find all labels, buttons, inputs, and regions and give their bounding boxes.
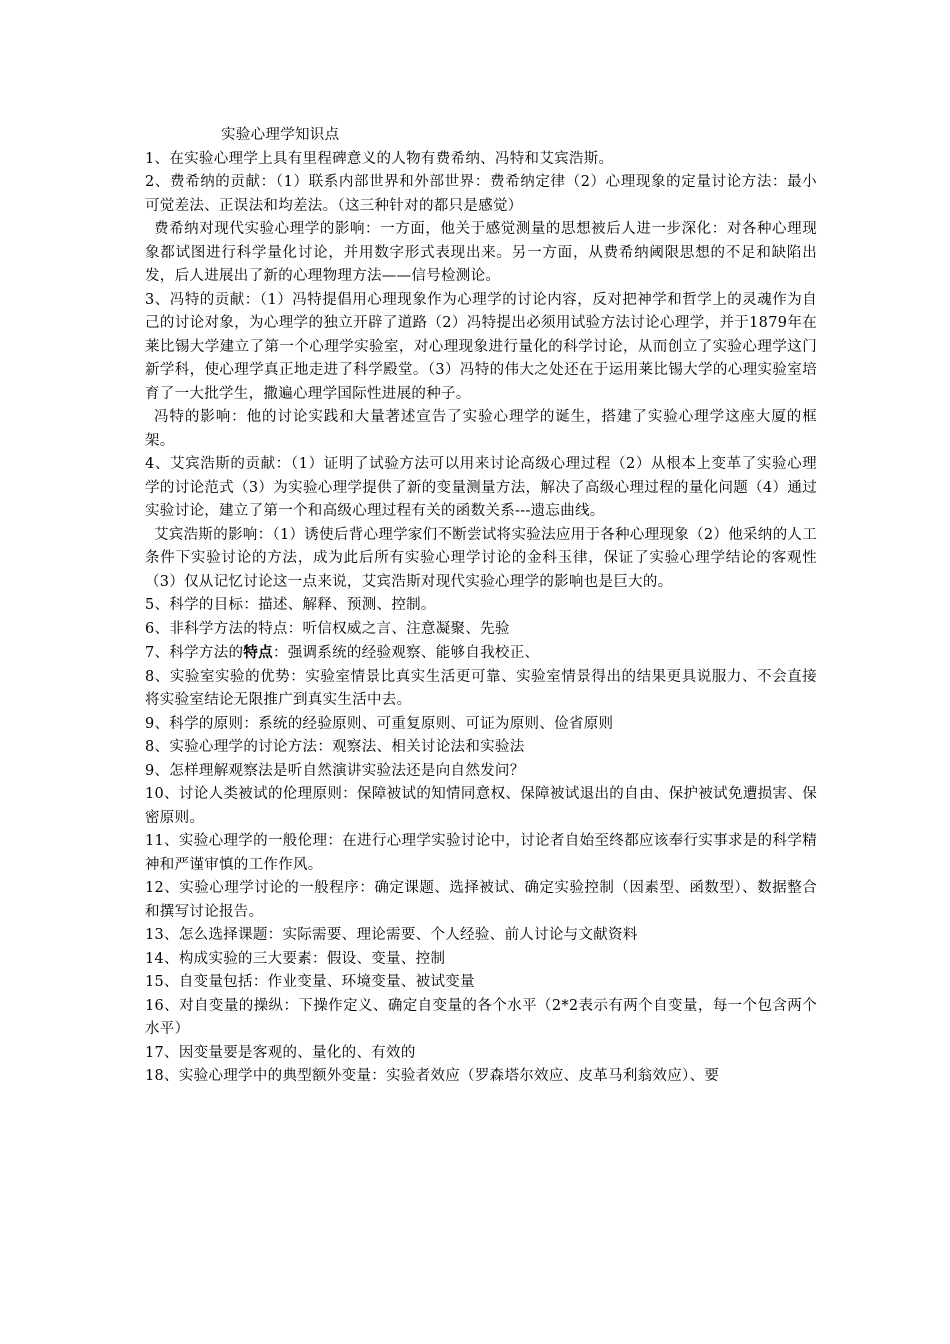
document-body <box>145 124 817 1089</box>
paragraph-18: 18、实验心理学中的典型额外变量：实验者效应（罗森塔尔效应、皮革马利翁效应）、要 <box>145 1068 720 1084</box>
paragraph-9-principles: 9、科学的原则：系统的经验原则、可重复原则、可证为原则、俭省原则 <box>145 715 614 732</box>
paragraph-wundt-influence: 冯特的影响：他的讨论实践和大量著述宣告了实验心理学的诞生，搭建了实验心理学这座大厦的框架。 <box>145 409 817 449</box>
paragraph-7-suffix: ：强调系统的经验观察、能够自我校正、 <box>272 645 540 661</box>
paragraph-12: 12、实验心理学讨论的一般程序：确定课题、选择被试、确定实验控制（因素型、函数型）、数据整合和撰写讨论报告。 <box>145 880 817 920</box>
paragraph-7-bold-term: 特点 <box>243 644 273 661</box>
paragraph-2: 2、费希纳的贡献：（1）联系内部世界和外部世界：费希纳定律（2）心理现象的定量讨论方法：最小可觉差法、正误法和均差法。（这三种针对的都只是感觉） <box>145 174 817 214</box>
paragraph-5: 5、科学的目标：描述、解释、预测、控制。 <box>145 597 436 613</box>
paragraph-3: 3、冯特的贡献：（1）冯特提倡用心理现象作为心理学的讨论内容，反对把神学和哲学上的灵魂作为自己的讨论对象，为心理学的独立开辟了道路（2）冯特提出必须用试验方法讨论心理学，并于1879年在莱比锡大学建立了第一个心理学实验室，对心理现象进行量化的科学讨论，从而创立了实验心理学这门新学科，使心理学真正地走进了科学殿堂。（3）冯特的伟大之处还在于运用莱比锡大学的心理实验室培育了一大批学生，撒遍心理学国际性进展的种子。 <box>145 291 817 402</box>
paragraph-8-lab-advantages: 8、实验室实验的优势：实验室情景比真实生活更可靠、实验室情景得出的结果更具说服力、不会直接将实验室结论无限推广到真实生活中去。 <box>145 668 817 708</box>
paragraph-10: 10、讨论人类被试的伦理原则：保障被试的知情同意权、保障被试退出的自由、保护被试免遭损害、保密原则。 <box>145 786 817 826</box>
paragraph-16: 16、对自变量的操纵：下操作定义、确定自变量的各个水平（2*2表示有两个自变量，每一个包含两个水平） <box>145 997 817 1037</box>
paragraph-7 <box>145 641 817 666</box>
paragraph-14: 14、构成实验的三大要素：假设、变量、控制 <box>145 950 446 967</box>
paragraph-13: 13、怎么选择课题：实际需要、理论需要、个人经验、前人讨论与文献资料 <box>145 927 638 943</box>
paragraph-8-methods: 8、实验心理学的讨论方法：观察法、相关讨论法和实验法 <box>145 739 525 755</box>
paragraph-6: 6、非科学方法的特点：听信权威之言、注意凝聚、先验 <box>145 620 510 637</box>
paragraph-ebbinghaus-influence: 艾宾浩斯的影响：（1）诱使后背心理学家们不断尝试将实验法应用于各种心理现象（2）他采纳的人工条件下实验讨论的方法，成为此后所有实验心理学讨论的金科玉律，保证了实验心理学结论的客观性（3）仅从记忆讨论这一点来说，艾宾浩斯对现代实验心理学的影响也是巨大的。 <box>145 526 817 590</box>
paragraph-fechner-influence: 费希纳对现代实验心理学的影响：一方面，他关于感觉测量的思想被后人进一步深化：对各种心理现象都试图进行科学量化讨论，并用数字形式表现出来。另一方面，从费希纳阈限思想的不足和缺陷出发，后人进展出了新的心理物理方法——信号检测论。 <box>145 221 817 284</box>
paragraph-17: 17、因变量要是客观的、量化的、有效的 <box>145 1044 416 1061</box>
paragraph-15: 15、自变量包括：作业变量、环境变量、被试变量 <box>145 974 475 990</box>
paragraph-4: 4、艾宾浩斯的贡献：（1）证明了试验方法可以用来讨论高级心理过程（2）从根本上变革了实验心理学的讨论范式（3）为实验心理学提供了新的变量测量方法，解决了高级心理过程的量化问题（4）通过实验讨论，建立了第一个和高级心理过程有关的函数关系---遗忘曲线。 <box>145 456 817 519</box>
paragraph-1: 1、在实验心理学上具有里程碑意义的人物有费希纳、冯特和艾宾浩斯。 <box>145 150 614 167</box>
paragraph-7-prefix: 7、科学方法的 <box>145 645 244 661</box>
paragraph-9-observation: 9、怎样理解观察法是听自然演讲实验法还是向自然发问？ <box>145 762 525 779</box>
document-title: 实验心理学知识点 <box>221 127 340 143</box>
paragraph-11: 11、实验心理学的一般伦理：在进行心理学实验讨论中，讨论者自始至终都应该奉行实事求是的科学精神和严谨审慎的工作作风。 <box>145 833 817 873</box>
